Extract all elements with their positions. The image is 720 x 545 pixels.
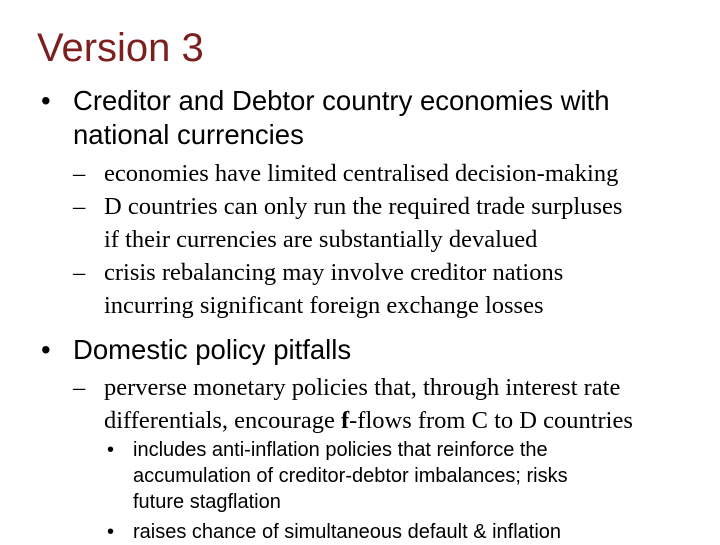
bold-f: f	[340, 407, 350, 434]
bullet-glyph: •	[107, 521, 115, 543]
sub-sub-bullet-text-line: raises chance of simultaneous default & inflation	[133, 521, 562, 543]
sub-sub-bullet-text-line: accumulation of creditor-debtor imbalances; risks	[133, 465, 568, 487]
slide-title: Version 3	[37, 26, 204, 70]
sub-bullet-text-line: if their currencies are substantially devalued	[104, 226, 538, 253]
sub-sub-bullet-text-line: future stagflation	[133, 491, 281, 513]
text-span: -flows from C to D countries	[349, 407, 633, 434]
sub-bullet-text-line: crisis rebalancing may involve creditor nations	[104, 259, 564, 286]
dash-glyph: –	[73, 160, 86, 187]
bullet-text-line: national currencies	[73, 119, 304, 150]
bullet-glyph: •	[41, 85, 51, 116]
sub-sub-bullet-text-line: includes anti-inflation policies that reinforce the	[133, 439, 548, 461]
bullet-text-line: Creditor and Debtor country economies with	[73, 85, 610, 116]
sub-bullet-text-line: D countries can only run the required trade surpluses	[104, 193, 623, 220]
dash-glyph: –	[73, 193, 86, 220]
bullet-glyph: •	[107, 439, 115, 461]
bullet-text-line: Domestic policy pitfalls	[73, 334, 352, 365]
bullet-glyph: •	[41, 334, 51, 365]
sub-bullet-text-line: incurring significant foreign exchange losses	[104, 292, 544, 319]
sub-bullet-text-line: economies have limited centralised decision-making	[104, 160, 619, 187]
sub-bullet-text-line: perverse monetary policies that, through interest rate	[104, 374, 621, 401]
sub-bullet-text-line	[104, 404, 633, 437]
dash-glyph: –	[73, 259, 86, 286]
dash-glyph: –	[73, 374, 86, 401]
text-span: differentials, encourage	[104, 407, 341, 434]
